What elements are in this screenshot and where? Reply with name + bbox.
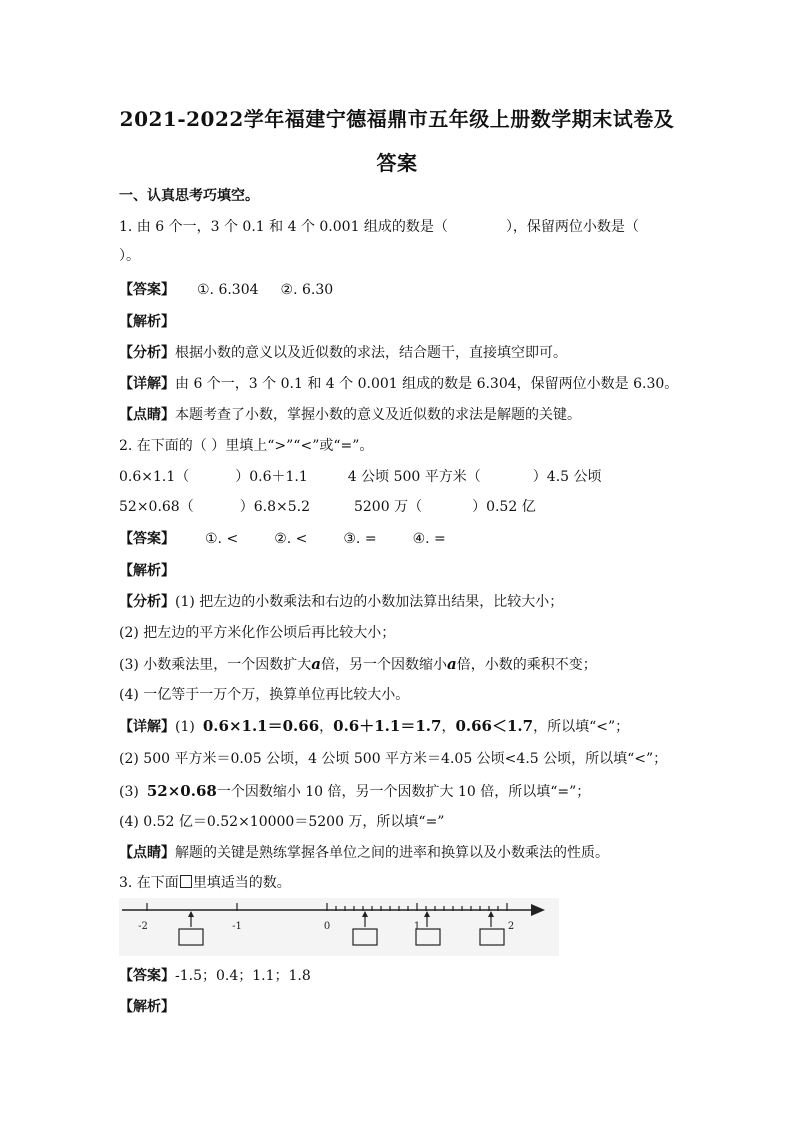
number-line-svg	[119, 898, 559, 956]
q2-r1-b: ）0.6＋1.1	[235, 469, 308, 485]
q2-f3-a: (3) 小数乘法里，一个因数扩大	[119, 657, 312, 673]
fenxi-tag: 【分析】	[119, 345, 175, 361]
q2-r1-d: ）4.5 公顷	[532, 469, 602, 485]
q1-stem-b: ），保留两位小数是（	[505, 219, 639, 235]
doc-title-line1: 2021-2022学年福建宁德福鼎市五年级上册数学期末试卷及	[119, 107, 675, 131]
q1-answer-2: ②. 6.30	[280, 282, 334, 298]
q2-detail-1: 【详解】(1) 0.6×1.1＝0.66，0.6＋1.1＝1.7，0.66＜1.7，所以填“<”；	[119, 717, 630, 735]
number-line-figure	[119, 898, 559, 960]
q1-answer-1: ①. 6.304	[197, 282, 259, 298]
q3-stem-a: 3. 在下面	[119, 875, 179, 891]
q2-stem: 2. 在下面的（ ）里填上“>”“<”或“=”。	[119, 438, 374, 454]
q2-row1	[119, 467, 602, 487]
q2-answer-1: ①. <	[205, 531, 239, 547]
q2-d3-math: 52×0.68	[146, 782, 217, 800]
tick-label: 0	[323, 921, 331, 932]
q2-d1-math3: 0.66＜1.7	[455, 717, 534, 735]
q1-jiexi: 【解析】	[119, 314, 175, 330]
xiangjie-tag: 【详解】	[119, 376, 175, 392]
q2-fenxi-1	[119, 592, 563, 612]
doc-title-line2: 答案	[376, 151, 418, 175]
q1-stem	[119, 217, 639, 237]
q2-dianjing	[119, 843, 609, 863]
q2-answer-4: ④. =	[412, 531, 446, 547]
q2-r1-a: 0.6×1.1（	[119, 469, 190, 485]
q1-answer	[119, 280, 333, 300]
answer-tag: 【答案】	[119, 968, 175, 984]
q1-fenxi-text: 根据小数的意义以及近似数的求法，结合题干，直接填空即可。	[175, 345, 567, 361]
q2-d3-pre: (3)	[119, 784, 139, 800]
q2-r1-c: 4 公顷 500 平方米（	[347, 469, 481, 485]
q2-f3-b: 倍，另一个因数缩小	[321, 657, 448, 673]
q3-stem	[119, 873, 291, 893]
q2-d1-pre: (1)	[175, 719, 195, 735]
q2-d1-math2: 0.6＋1.1＝1.7	[333, 717, 442, 735]
q2-f3-c: 倍，小数的乘积不变；	[456, 657, 597, 673]
q2-r2-c: 5200 万（	[353, 499, 423, 515]
xiangjie-tag: 【详解】	[119, 719, 175, 735]
q1-xiangjie-text: 由 6 个一，3 个 0.1 和 4 个 0.001 组成的数是 6.304，保留两位小数是 6.30。	[175, 376, 679, 392]
q2-d1-post: ，所以填“<”；	[533, 719, 630, 735]
tick-label: -1	[232, 921, 242, 932]
dianjing-tag: 【点睛】	[119, 407, 175, 423]
q2-fenxi-2: (2) 把左边的平方米化作公顷后再比较大小；	[119, 625, 396, 641]
var-a: a	[311, 655, 322, 673]
dianjing-tag: 【点睛】	[119, 845, 175, 861]
section-heading: 一、认真思考巧填空。	[119, 188, 259, 204]
q1-stem-end: ）。	[119, 248, 140, 264]
q2-detail-2: (2) 500 平方米＝0.05 公顷，4 公顷 500 平方米＝4.05 公顷<4.5 公顷，所以填“<”；	[119, 751, 668, 767]
q2-r2-b: ）6.8×5.2	[239, 499, 310, 515]
q3-answer-text: -1.5；0.4；1.1；1.8	[175, 968, 311, 984]
q1-stem-a: 1. 由 6 个一，3 个 0.1 和 4 个 0.001 组成的数是（	[119, 219, 448, 235]
tick-label: 1	[413, 921, 421, 932]
q2-jiexi: 【解析】	[119, 563, 175, 579]
q2-detail-3	[119, 781, 590, 802]
tick-label: 2	[507, 921, 515, 932]
q2-dianjing-text: 解题的关键是熟练掌握各单位之间的进率和换算以及小数乘法的性质。	[175, 845, 609, 861]
q1-dianjing-text: 本题考查了小数，掌握小数的意义及近似数的求法是解题的关键。	[175, 407, 581, 423]
square-box-icon	[180, 875, 192, 888]
tick-label: -2	[138, 921, 148, 932]
answer-tag: 【答案】	[119, 282, 175, 298]
var-a: a	[447, 655, 457, 673]
q2-answer-3: ③. =	[343, 531, 377, 547]
q2-r2-a: 52×0.68（	[119, 499, 194, 515]
q2-r2-d: ）0.52 亿	[472, 499, 536, 515]
q2-row2	[119, 497, 536, 517]
q2-answer-2: ②. <	[274, 531, 308, 547]
q2-detail-4: (4) 0.52 亿＝0.52×10000＝5200 万，所以填“=”	[119, 814, 445, 830]
q2-d3-post: 一个因数缩小 10 倍，另一个因数扩大 10 倍，所以填“=”；	[216, 784, 591, 800]
q2-f1: (1) 把左边的小数乘法和右边的小数加法算出结果，比较大小；	[175, 594, 564, 610]
q1-dianjing	[119, 405, 581, 425]
fenxi-tag: 【分析】	[119, 594, 175, 610]
q3-jiexi: 【解析】	[119, 999, 175, 1015]
q1-fenxi	[119, 343, 567, 363]
q1-xiangjie	[119, 374, 678, 394]
q3-stem-b: 里填适当的数。	[192, 875, 291, 891]
q2-fenxi-4: (4) 一亿等于一万个万，换算单位再比较大小。	[119, 687, 410, 703]
q2-fenxi-3	[119, 654, 597, 675]
q3-answer	[119, 966, 311, 986]
answer-tag: 【答案】	[119, 531, 175, 547]
q2-d1-math1: 0.6×1.1＝0.66	[202, 717, 320, 735]
q2-answer	[119, 529, 446, 549]
